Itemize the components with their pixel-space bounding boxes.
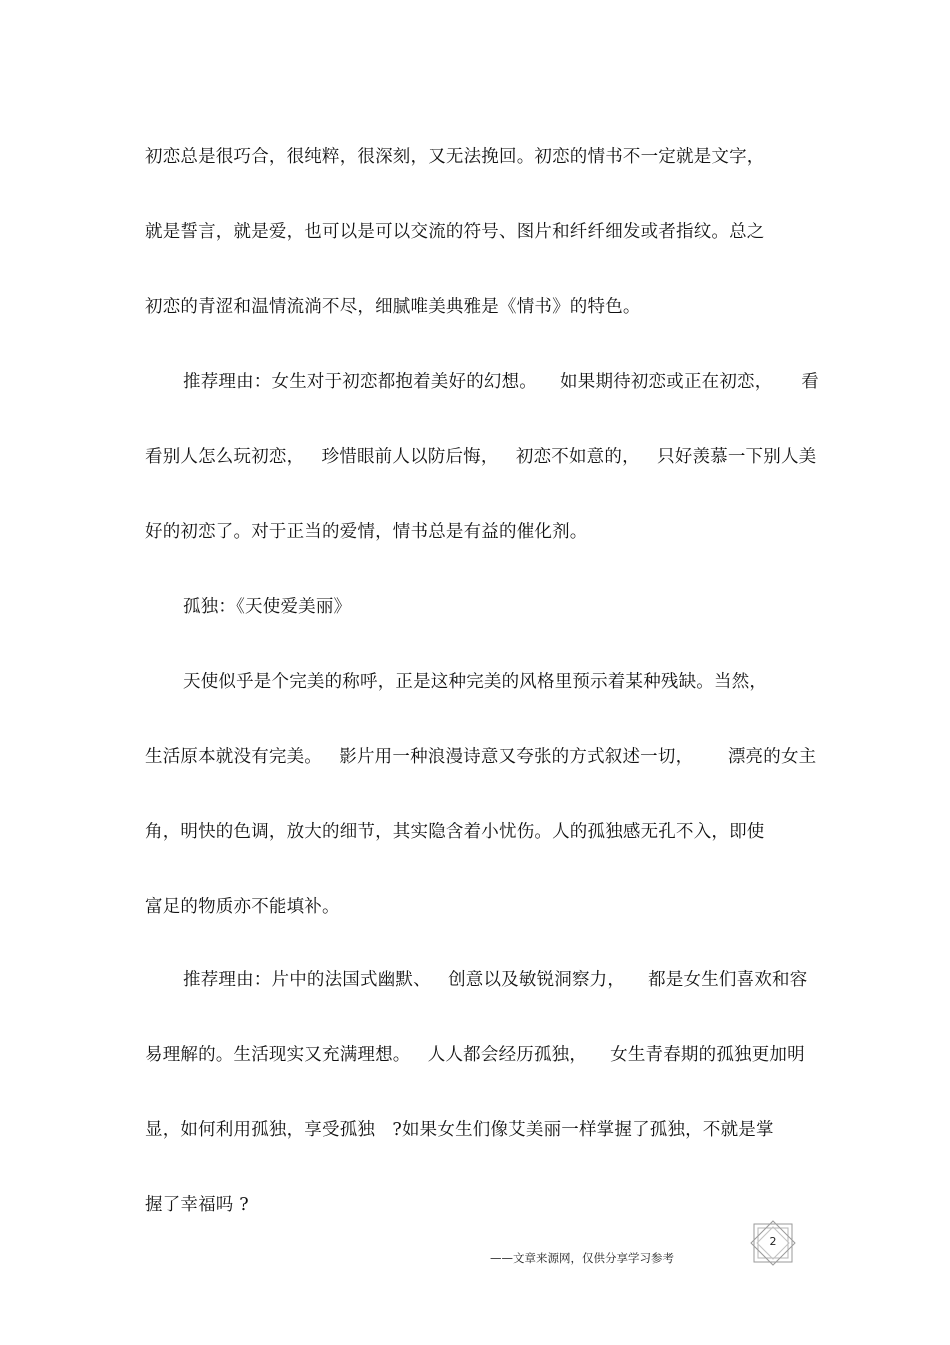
text-line: 推荐理由：片中的法国式幽默、 创意以及敏锐洞察力， 都是女生们喜欢和容 bbox=[183, 970, 808, 990]
text-line: 显，如何利用孤独，享受孤独 ?如果女生们像艾美丽一样掌握了孤独，不就是掌 bbox=[145, 1120, 774, 1140]
text-line: 生活原本就没有完美。 影片用一种浪漫诗意又夸张的方式叙述一切， 漂亮的女主 bbox=[145, 747, 817, 767]
text-line: 富足的物质亦不能填补。 bbox=[145, 897, 340, 917]
page-number: 2 bbox=[769, 1235, 777, 1248]
section-heading: 孤独：《天使爱美丽》 bbox=[183, 597, 352, 617]
text-line: 好的初恋了。对于正当的爱情，情书总是有益的催化剂。 bbox=[145, 522, 588, 542]
text-line: 握了幸福吗 ? bbox=[145, 1195, 249, 1215]
text-line: 初恋的青涩和温情流淌不尽，细腻唯美典雅是《情书》的特色。 bbox=[145, 297, 641, 317]
text-line: 角，明快的色调，放大的细节，其实隐含着小忧伤。人的孤独感无孔不入，即使 bbox=[145, 822, 765, 842]
text-line: 易理解的。生活现实又充满理想。 人人都会经历孤独， 女生青春期的孤独更加明 bbox=[145, 1045, 805, 1065]
text-line: 就是誓言，就是爱，也可以是可以交流的符号、图片和纤纤细发或者指纹。总之 bbox=[145, 222, 765, 242]
text-line: 看别人怎么玩初恋， 珍惜眼前人以防后悔， 初恋不如意的， 只好羡慕一下别人美 bbox=[145, 447, 817, 467]
text-line: 初恋总是很巧合，很纯粹，很深刻，又无法挽回。初恋的情书不一定就是文字， bbox=[145, 147, 765, 167]
text-line: 推荐理由：女生对于初恋都抱着美好的幻想。 如果期待初恋或正在初恋， 看 bbox=[183, 372, 819, 392]
footer-source-note: ——文章来源网，仅供分享学习参考 bbox=[490, 1251, 674, 1265]
page-number-badge bbox=[748, 1220, 798, 1266]
text-line: 天使似乎是个完美的称呼，正是这种完美的风格里预示着某种残缺。当然， bbox=[183, 672, 768, 692]
